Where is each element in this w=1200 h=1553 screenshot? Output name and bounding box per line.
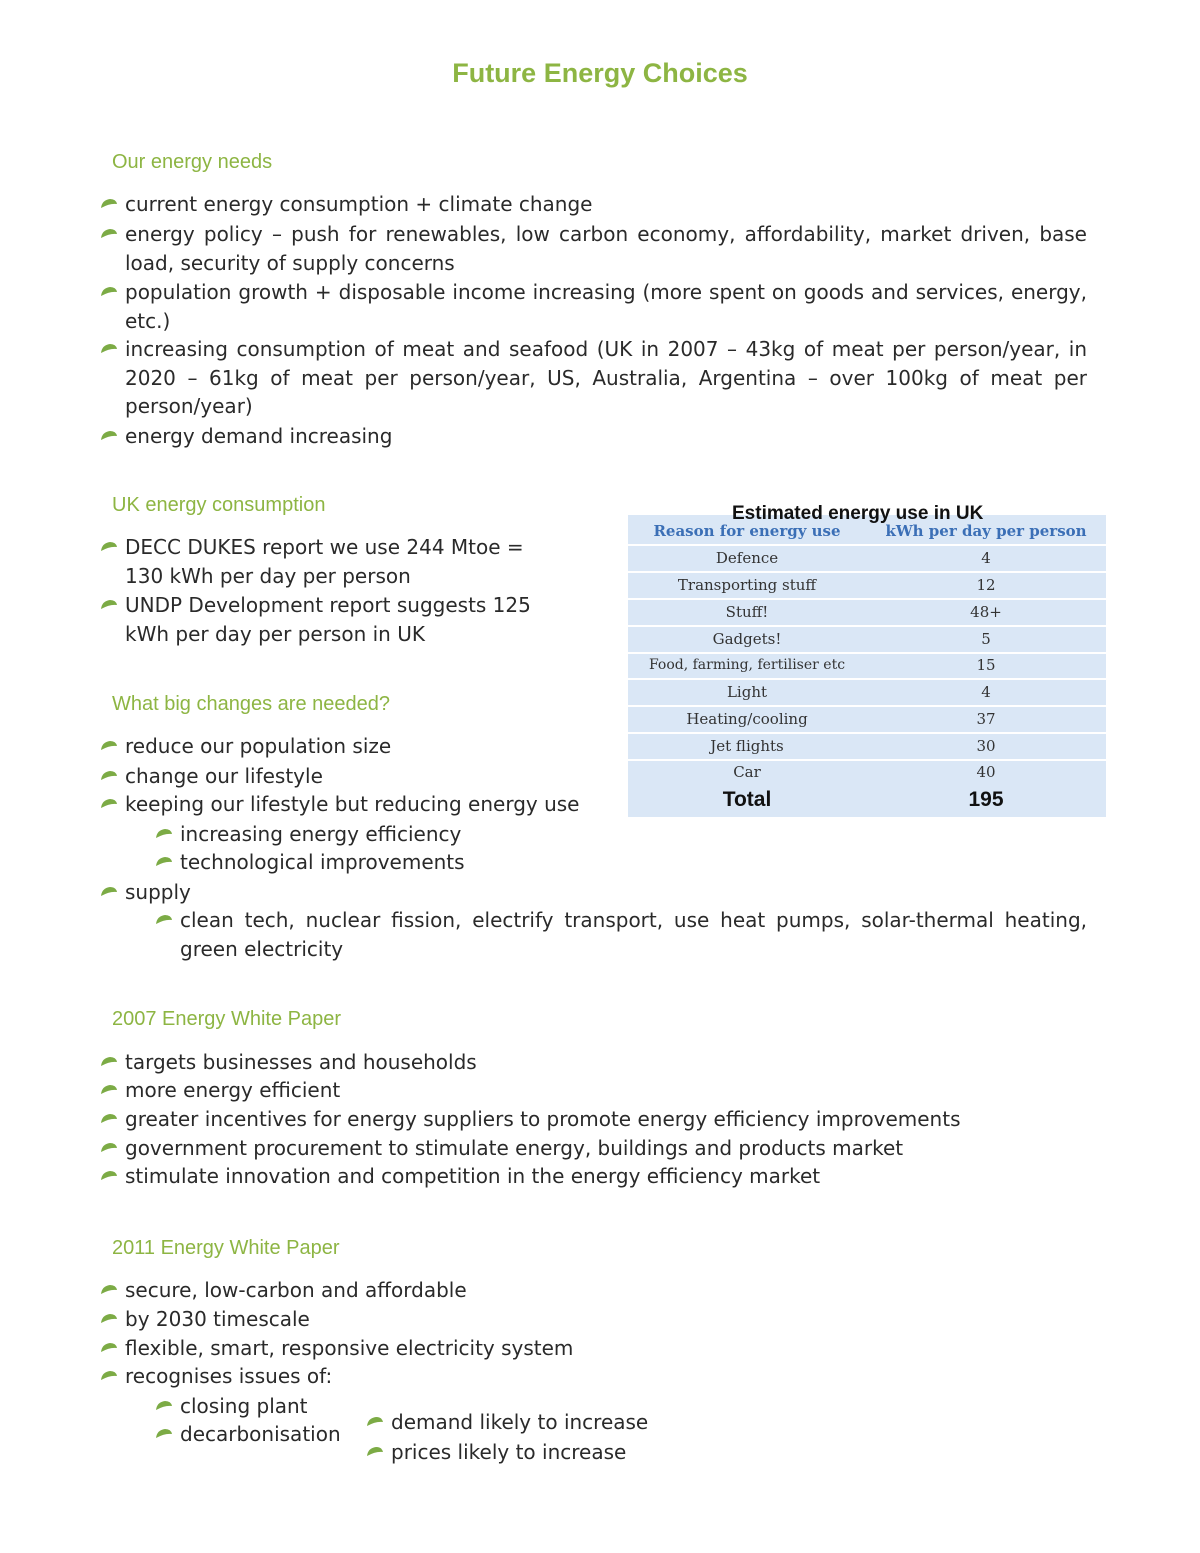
- section-heading-big-changes: What big changes are needed?: [112, 693, 390, 715]
- table-row: [628, 733, 1106, 761]
- list-item: by 2030 timescale: [125, 1307, 310, 1331]
- bullet-icon: [155, 914, 173, 925]
- list-item: energy policy – push for renewables, low carbon economy, affordability, market driven, base load, security of supply concerns: [125, 222, 1087, 275]
- table-cell-reason: Food, farming, fertiliser etc: [648, 657, 846, 673]
- bullet-icon: [100, 798, 118, 809]
- list-item: clean tech, nuclear fission, electrify transport, use heat pumps, solar-thermal heating, green electricity: [180, 908, 1087, 961]
- bullet-icon: [100, 1313, 118, 1324]
- bullet-icon: [100, 770, 118, 781]
- table-header-reason: Reason for energy use: [653, 522, 841, 540]
- list-item: UNDP Development report suggests 125 kWh per day per person in UK: [125, 593, 531, 646]
- table-row: [628, 706, 1106, 734]
- section-heading-uk-consumption: UK energy consumption: [112, 494, 326, 516]
- table-cell-reason: Heating/cooling: [686, 710, 808, 728]
- bullet-icon: [100, 430, 118, 441]
- bullet-icon: [100, 343, 118, 354]
- table-cell-reason: Gadgets!: [712, 630, 782, 648]
- bullet-icon: [100, 1370, 118, 1381]
- table-total-value: 195: [968, 788, 1004, 811]
- list-item: closing plant: [180, 1394, 308, 1418]
- table-cell-value: 5: [981, 630, 991, 648]
- bullet-icon: [155, 1400, 173, 1411]
- energy-use-table: [628, 515, 1106, 817]
- table-cell-reason: Transporting stuff: [677, 576, 817, 594]
- bullet-icon: [100, 198, 118, 209]
- bullet-icon: [100, 1170, 118, 1181]
- list-item: technological improvements: [180, 850, 465, 874]
- section-heading-energy-needs: Our energy needs: [112, 151, 273, 173]
- bullet-icon: [100, 1284, 118, 1295]
- page-title: Future Energy Choices: [452, 58, 748, 88]
- table-cell-reason: Stuff!: [725, 603, 769, 621]
- table-cell-value: 48+: [970, 603, 1002, 621]
- bullet-icon: [100, 1342, 118, 1353]
- table-cell-value: 4: [981, 683, 991, 701]
- list-item: DECC DUKES report we use 244 Mtoe = 130 kWh per day per person: [125, 535, 524, 588]
- bullet-icon: [366, 1416, 384, 1427]
- table-title: Estimated energy use in UK: [732, 503, 984, 524]
- bullet-icon: [155, 828, 173, 839]
- table-total-row: [628, 785, 1106, 815]
- bullet-icon: [100, 1056, 118, 1067]
- table-row: [628, 545, 1106, 573]
- table-cell-value: 37: [976, 710, 996, 728]
- list-item: government procurement to stimulate energy, buildings and products market: [125, 1136, 904, 1160]
- bullet-icon: [100, 1113, 118, 1124]
- table-cell-reason: Car: [733, 763, 761, 781]
- table-row: [628, 652, 1106, 680]
- table-cell-value: 15: [976, 656, 996, 674]
- list-item: supply: [125, 880, 191, 904]
- bullet-icon: [100, 886, 118, 897]
- table-cell-value: 40: [976, 763, 996, 781]
- list-item: greater incentives for energy suppliers to promote energy efficiency improvements: [125, 1107, 961, 1131]
- list-item: prices likely to increase: [391, 1440, 627, 1464]
- table-header-kwh: kWh per day per person: [885, 522, 1087, 540]
- table-cell-value: 30: [976, 737, 996, 755]
- list-item: flexible, smart, responsive electricity system: [125, 1336, 574, 1360]
- table-row: [628, 572, 1106, 600]
- table-cell-value: 12: [976, 576, 996, 594]
- list-item: stimulate innovation and competition in the energy efficiency market: [125, 1164, 821, 1188]
- table-cell-reason: Light: [726, 683, 768, 701]
- bullet-icon: [155, 856, 173, 867]
- list-item: demand likely to increase: [391, 1410, 649, 1434]
- table-cell-reason: Jet flights: [710, 737, 784, 755]
- list-item: increasing energy efficiency: [180, 822, 462, 846]
- bullet-icon: [100, 228, 118, 239]
- section-heading-2011-white-paper: 2011 Energy White Paper: [112, 1237, 340, 1259]
- table-cell-value: 4: [981, 549, 991, 567]
- bullet-icon: [100, 599, 118, 610]
- bullet-icon: [100, 541, 118, 552]
- list-item: reduce our population size: [125, 734, 392, 758]
- list-item: more energy efficient: [125, 1078, 341, 1102]
- table-row: [628, 759, 1106, 785]
- table-row: [628, 626, 1106, 654]
- bullet-icon: [366, 1446, 384, 1457]
- table-cell-reason: Defence: [715, 549, 779, 567]
- bullet-icon: [100, 1084, 118, 1095]
- list-item: targets businesses and households: [125, 1050, 477, 1074]
- table-row: [628, 599, 1106, 627]
- bullet-icon: [100, 1142, 118, 1153]
- list-item: secure, low-carbon and affordable: [125, 1278, 467, 1302]
- section-heading-2007-white-paper: 2007 Energy White Paper: [112, 1008, 342, 1030]
- bullet-icon: [100, 286, 118, 297]
- bullet-icon: [100, 740, 118, 751]
- list-item: recognises issues of:: [125, 1364, 333, 1388]
- list-item: change our lifestyle: [125, 764, 323, 788]
- list-item: current energy consumption + climate change: [125, 192, 593, 216]
- list-item: energy demand increasing: [125, 424, 393, 448]
- bullet-icon: [155, 1428, 173, 1439]
- table-total-label: Total: [722, 788, 772, 811]
- list-item: increasing consumption of meat and seafood (UK in 2007 – 43kg of meat per person/year, in 2020 – 61kg of meat per person/year, US, Australia, Argentina – over 100kg of meat per person/year): [125, 337, 1087, 418]
- list-item: decarbonisation: [180, 1422, 341, 1446]
- list-item: keeping our lifestyle but reducing energy use: [125, 792, 580, 816]
- table-row: [628, 679, 1106, 707]
- list-item: population growth + disposable income increasing (more spent on goods and services, energy, etc.): [125, 280, 1087, 333]
